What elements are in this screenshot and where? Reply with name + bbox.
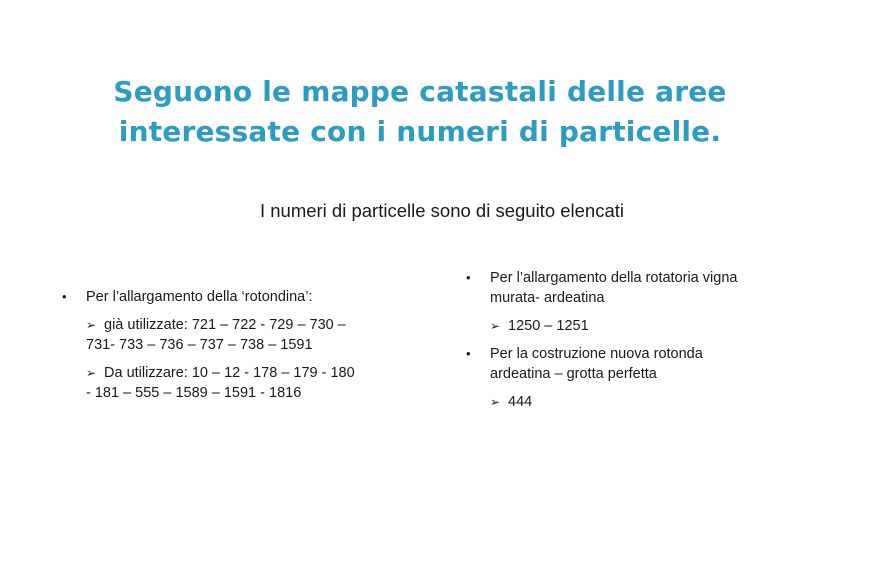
sub-list-item bbox=[466, 392, 796, 412]
sub-item-text-cont: 731- 733 – 736 – 737 – 738 – 1591 bbox=[86, 337, 313, 353]
sub-item-text: 444 bbox=[508, 394, 533, 410]
arrow-bullet-icon: ➢ bbox=[490, 319, 501, 333]
bullet-text-cont: ardeatina – grotta perfetta bbox=[490, 366, 657, 382]
subtitle: I numeri di particelle sono di seguito elencati bbox=[259, 200, 625, 221]
bullet-text-cont: murata- ardeatina bbox=[490, 290, 605, 306]
list-item bbox=[62, 287, 392, 307]
title-line-2: interessate con i numeri di particelle. bbox=[118, 115, 722, 148]
sub-item-text-cont: - 181 – 555 – 1589 – 1591 - 1816 bbox=[86, 385, 302, 401]
list-item bbox=[466, 344, 796, 384]
title-line-1: Seguono le mappe catastali delle aree bbox=[113, 75, 727, 108]
bullet-text: Per l’allargamento della ‘rotondina’: bbox=[86, 289, 313, 305]
sub-list-item bbox=[466, 316, 796, 336]
arrow-bullet-icon: ➢ bbox=[490, 395, 501, 409]
right-column bbox=[466, 268, 796, 412]
sub-item-text: già utilizzate: 721 – 722 - 729 – 730 – bbox=[104, 317, 346, 333]
sub-item-text: Da utilizzare: 10 – 12 - 178 – 179 - 180 bbox=[104, 365, 355, 381]
bullet-icon: • bbox=[466, 346, 471, 361]
bullet-icon: • bbox=[466, 270, 471, 285]
sub-item-text: 1250 – 1251 bbox=[508, 318, 589, 334]
list-item bbox=[466, 268, 796, 308]
bullet-text: Per la costruzione nuova rotonda bbox=[490, 346, 703, 362]
sub-list-item bbox=[62, 315, 392, 355]
left-column bbox=[62, 287, 392, 403]
sub-list-item bbox=[62, 363, 392, 403]
bullet-icon: • bbox=[62, 289, 67, 304]
arrow-bullet-icon: ➢ bbox=[86, 366, 97, 380]
page-title bbox=[0, 72, 840, 152]
bullet-text: Per l’allargamento della rotatoria vigna bbox=[490, 270, 738, 286]
arrow-bullet-icon: ➢ bbox=[86, 318, 97, 332]
